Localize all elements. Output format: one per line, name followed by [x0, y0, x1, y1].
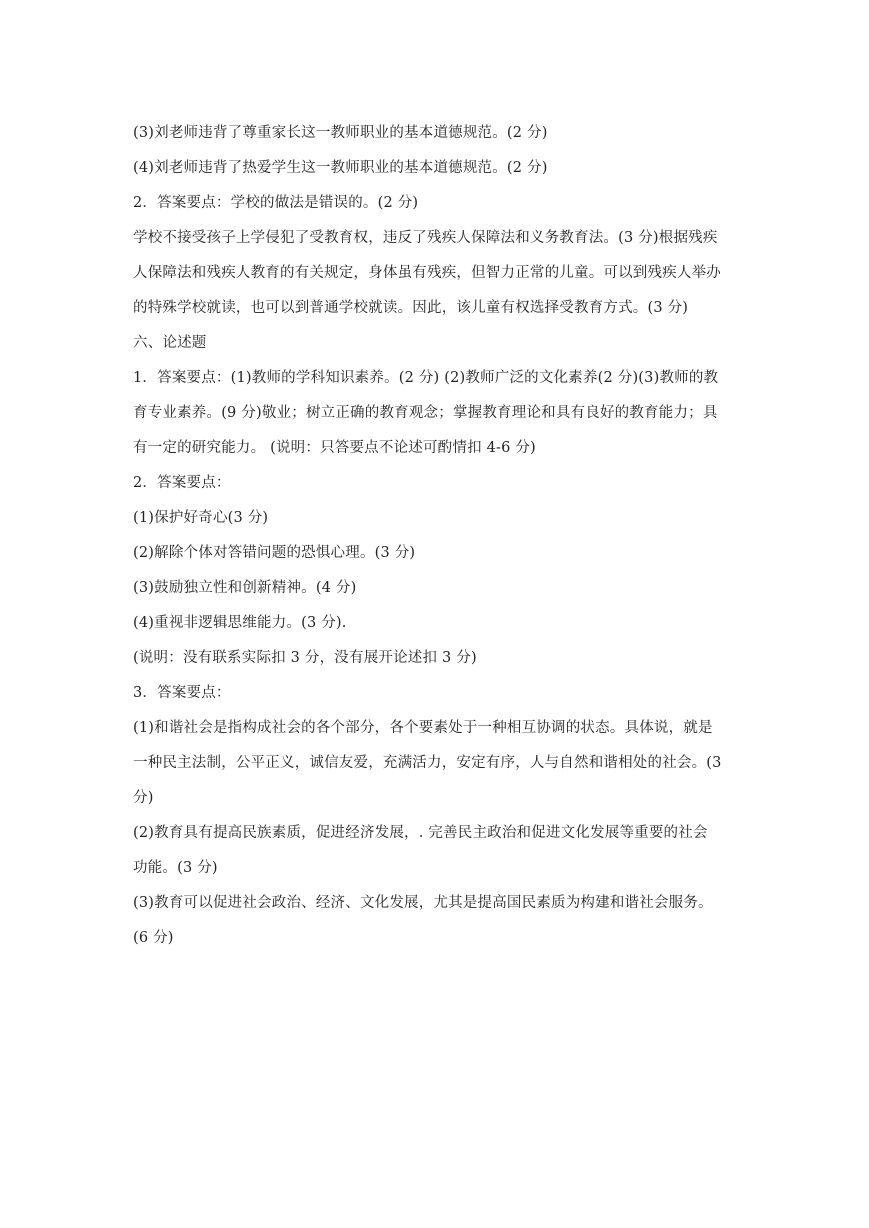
- answer-line-q2-heading: 2．答案要点：学校的做法是错误的。(2 分): [133, 195, 419, 211]
- essay-3-heading: 3．答案要点：: [133, 685, 231, 701]
- essay-2-heading: 2．答案要点：: [133, 475, 231, 491]
- essay-2-point-4: (4)重视非逻辑思维能力。(3 分).: [133, 615, 347, 631]
- essay-2-point-3: (3)鼓励独立性和创新精神。(4 分): [133, 580, 357, 596]
- essay-2-point-1: (1)保护好奇心(3 分): [133, 510, 269, 526]
- section-heading-essay: 六、论述题: [133, 335, 207, 351]
- essay-3-point-2-line-2: 功能。(3 分): [133, 860, 218, 876]
- essay-3-point-3-line-1: (3)教育可以促进社会政治、经济、文化发展，尤其是提高国民素质为构建和谐社会服务。: [133, 895, 713, 911]
- essay-3-point-1-line-2: 一种民主法制，公平正义，诚信友爱，充满活力，安定有序，人与自然和谐相处的社会。(3: [133, 755, 722, 771]
- answer-line-q1-3: (3)刘老师违背了尊重家长这一教师职业的基本道德规范。(2 分): [133, 125, 548, 141]
- essay-3-point-3-line-2: (6 分): [133, 930, 174, 946]
- answer-text-body: [133, 116, 748, 956]
- answer-line-q2-body-2: 人保障法和残疾人教育的有关规定，身体虽有残疾，但智力正常的儿童。可以到残疾人举办: [133, 265, 721, 281]
- essay-1-line-2: 育专业素养。(9 分)敬业；树立正确的教育观念；掌握教育理论和具有良好的教育能力；具: [133, 405, 718, 421]
- essay-3-point-2-line-1: (2)教育具有提高民族素质，促进经济发展，. 完善民主政治和促进文化发展等重要的社会: [133, 825, 708, 841]
- answer-line-q2-body-1: 学校不接受孩子上学侵犯了受教育权，违反了残疾人保障法和义务教育法。(3 分)根据残疾: [133, 230, 718, 246]
- essay-3-point-1-line-3: 分): [133, 790, 154, 806]
- answer-line-q1-4: (4)刘老师违背了热爱学生这一教师职业的基本道德规范。(2 分): [133, 160, 548, 176]
- essay-1-line-3: 有一定的研究能力。 (说明：只答要点不论述可酌情扣 4-6 分): [133, 440, 536, 456]
- answer-line-q2-body-3: 的特殊学校就读，也可以到普通学校就读。因此，该儿童有权选择受教育方式。(3 分): [133, 300, 689, 316]
- essay-2-point-2: (2)解除个体对答错问题的恐惧心理。(3 分): [133, 545, 416, 561]
- essay-3-point-1-line-1: (1)和谐社会是指构成社会的各个部分，各个要素处于一种相互协调的状态。具体说，就是: [133, 720, 713, 736]
- essay-1-line-1: 1．答案要点：(1)教师的学科知识素养。(2 分) (2)教师广泛的文化素养(2 分)(3)教师的教: [133, 370, 719, 386]
- essay-2-note: (说明：没有联系实际扣 3 分，没有展开论述扣 3 分): [133, 650, 477, 666]
